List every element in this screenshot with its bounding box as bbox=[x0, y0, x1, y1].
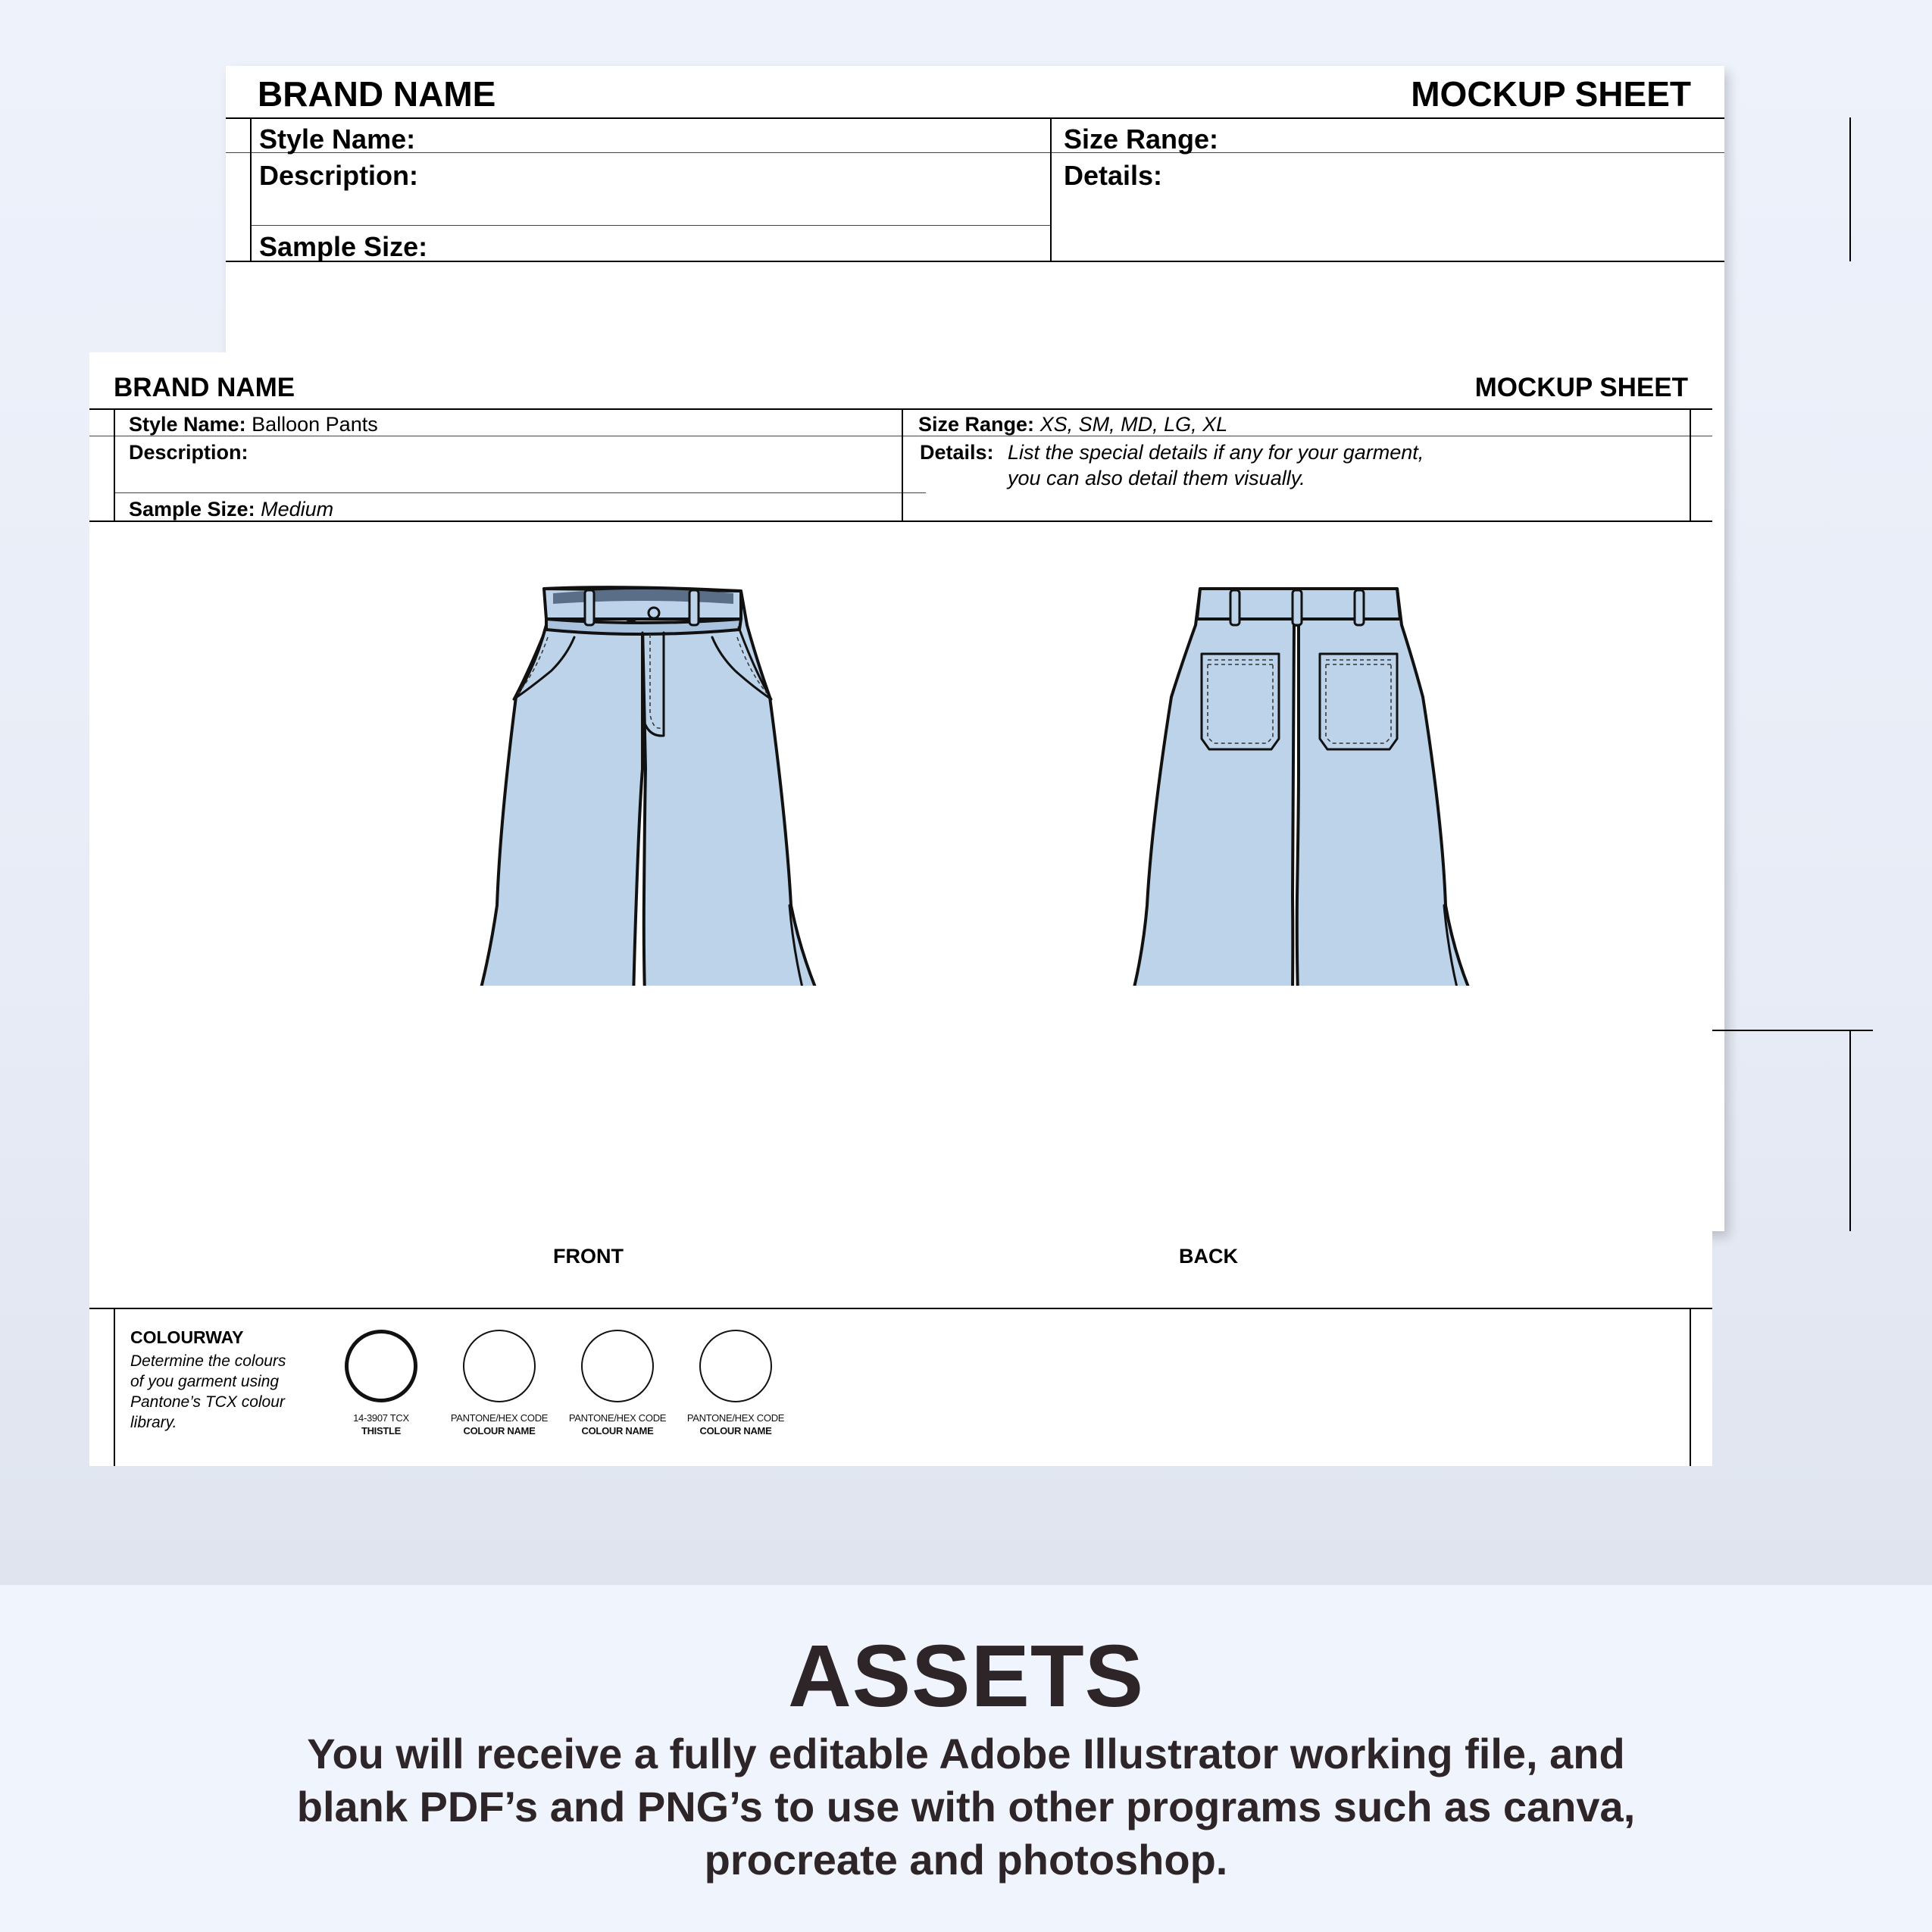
colour-swatch-1[interactable] bbox=[324, 1330, 438, 1437]
front-column-rule bbox=[902, 408, 903, 521]
colourway-desc-line: Pantone’s TCX colour bbox=[130, 1393, 285, 1411]
pants-back-drawing bbox=[1008, 584, 1508, 986]
size-range-field bbox=[918, 413, 1227, 436]
swatch-name: COLOUR NAME bbox=[463, 1425, 536, 1436]
colourway-desc-line: of you garment using bbox=[130, 1373, 280, 1390]
back-right-margin-rule bbox=[1849, 117, 1851, 261]
back-header-rule bbox=[226, 117, 1724, 119]
front-row-rule bbox=[114, 492, 926, 493]
style-name-field bbox=[129, 413, 378, 436]
sample-size-field bbox=[129, 498, 333, 521]
details-line-1: List the special details if any for your garment, bbox=[1008, 441, 1424, 464]
sample-size-label: Sample Size: bbox=[129, 498, 255, 521]
back-column-rule bbox=[1050, 117, 1052, 261]
back-info-bottom-rule bbox=[226, 261, 1724, 262]
size-range-label: Size Range: bbox=[918, 413, 1035, 436]
front-sheet-title: MOCKUP SHEET bbox=[1474, 373, 1688, 402]
back-left-margin-rule bbox=[250, 117, 252, 261]
front-header-rule bbox=[89, 408, 1712, 410]
back-sheet-title: MOCKUP SHEET bbox=[1411, 74, 1691, 114]
colourway-top-rule bbox=[89, 1308, 1712, 1309]
back-row-rule bbox=[226, 152, 1724, 153]
swatch-name: COLOUR NAME bbox=[699, 1425, 772, 1436]
front-right-margin-rule bbox=[1690, 408, 1691, 521]
style-name-label: Style Name: bbox=[129, 413, 246, 436]
swatch-circle[interactable] bbox=[699, 1330, 772, 1402]
details-label: Details: bbox=[920, 441, 994, 464]
colour-swatch-4[interactable] bbox=[679, 1330, 792, 1437]
swatch-code: PANTONE/HEX CODE bbox=[686, 1412, 785, 1424]
details-line-2: you can also detail them visually. bbox=[1008, 467, 1305, 489]
front-left-margin-rule bbox=[114, 408, 115, 521]
assets-description: You will receive a fully editable Adobe Illustrator working file, and blank PDF’s and PNG’s to use with other programs such as canva, procreate and photoshop. bbox=[296, 1730, 1636, 1884]
front-view-label: FRONT bbox=[553, 1245, 624, 1268]
swatch-name: THISTLE bbox=[361, 1425, 402, 1436]
front-brand-name: BRAND NAME bbox=[114, 373, 295, 402]
back-sample-size-label: Sample Size: bbox=[259, 231, 428, 262]
back-details-label: Details: bbox=[1064, 160, 1163, 191]
colourway-desc-line: Determine the colours bbox=[130, 1352, 286, 1370]
front-mockup-sheet bbox=[89, 352, 1712, 1466]
sample-size-value: Medium bbox=[261, 498, 334, 521]
colourway-desc-line: library. bbox=[130, 1414, 177, 1431]
back-size-range-label: Size Range: bbox=[1064, 123, 1219, 155]
back-row-rule bbox=[250, 225, 1050, 226]
colour-swatch-2[interactable] bbox=[442, 1330, 556, 1437]
assets-footer bbox=[0, 1585, 1932, 1932]
swatch-code: 14-3907 TCX bbox=[353, 1412, 409, 1424]
colour-swatch-3[interactable] bbox=[561, 1330, 674, 1437]
back-description-label: Description: bbox=[259, 160, 419, 191]
back-right-margin-rule-lower bbox=[1849, 1030, 1851, 1231]
swatch-name: COLOUR NAME bbox=[581, 1425, 654, 1436]
colourway-description bbox=[130, 1351, 286, 1433]
style-name-value: Balloon Pants bbox=[252, 413, 378, 436]
swatch-code: PANTONE/HEX CODE bbox=[568, 1412, 667, 1424]
swatch-code: PANTONE/HEX CODE bbox=[450, 1412, 549, 1424]
swatch-circle[interactable] bbox=[463, 1330, 536, 1402]
back-style-name-label: Style Name: bbox=[259, 123, 416, 155]
colourway-left-margin-rule bbox=[114, 1308, 115, 1466]
back-brand-name: BRAND NAME bbox=[258, 74, 496, 114]
back-view-label: BACK bbox=[1179, 1245, 1238, 1268]
colourway-title: COLOURWAY bbox=[130, 1327, 244, 1347]
assets-title: ASSETS bbox=[787, 1627, 1145, 1725]
size-range-value: XS, SM, MD, LG, XL bbox=[1039, 413, 1228, 436]
swatch-circle[interactable] bbox=[581, 1330, 654, 1402]
swatch-circle[interactable] bbox=[345, 1330, 417, 1402]
description-label: Description: bbox=[129, 441, 249, 464]
colourway-right-margin-rule bbox=[1690, 1308, 1691, 1466]
pants-front-drawing bbox=[353, 584, 853, 986]
